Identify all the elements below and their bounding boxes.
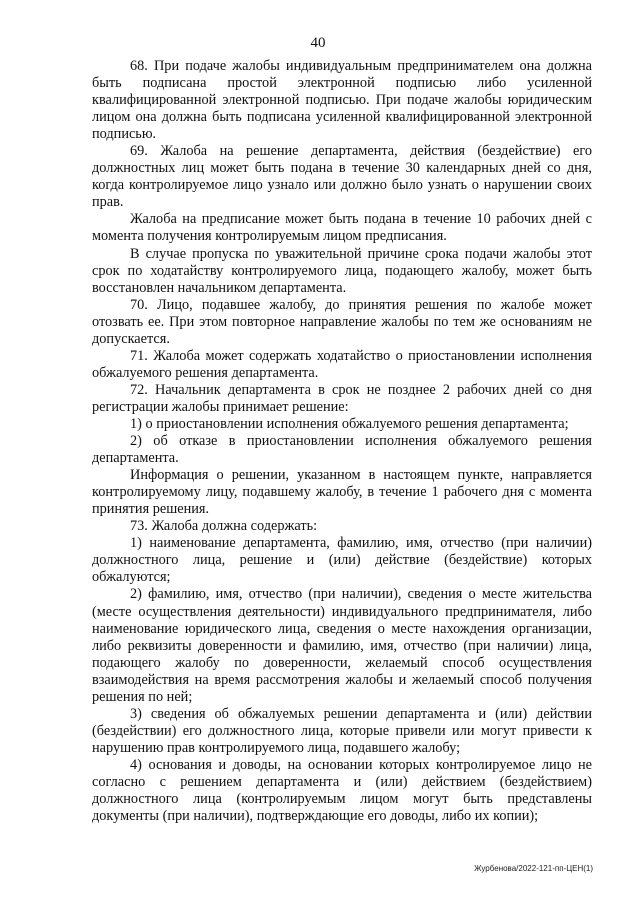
footer-document-code: Журбенова/2022-121-пп-ЦЕН(1)	[474, 864, 593, 873]
paragraph-70: 70. Лицо, подавшее жалобу, до принятия решения по жалобе может отозвать ее. При этом повторное направление жалобы по тем же основаниям не допускается.	[92, 296, 592, 347]
paragraph-73-item-4: 4) основания и доводы, на основании которых контролируемое лицо не согласно с решением департамента и (или) действием (бездействием) должностного лица (контролируемым лицом могут быть представлены документы (при наличии), подтверждающие его доводы, либо их копии);	[92, 756, 592, 825]
paragraph-72-info: Информация о решении, указанном в настоящем пункте, направляется контролируемому лицу, подавшему жалобу, в течение 1 рабочего дня с момента принятия решения.	[92, 467, 592, 518]
paragraph-71: 71. Жалоба может содержать ходатайство о приостановлении исполнения обжалуемого решения департамента.	[92, 347, 592, 381]
paragraph-68: 68. При подаче жалобы индивидуальным предпринимателем она должна быть подписана простой электронной подписью либо усиленной квалифицированной электронной подписью. При подаче жалобы юридическим лицом она должна быть подписана усиленной квалифицированной электронной подписью.	[92, 58, 592, 143]
paragraph-73-item-1: 1) наименование департамента, фамилию, имя, отчество (при наличии) должностного лица, решение и (или) действие (бездействие) которых обжалуются;	[92, 535, 592, 586]
paragraph-69-prescription: Жалоба на предписание может быть подана в течение 10 рабочих дней с момента получения контролируемым лицом предписания.	[92, 211, 592, 245]
paragraph-72: 72. Начальник департамента в срок не позднее 2 рабочих дней со дня регистрации жалобы принимает решение:	[92, 381, 592, 415]
paragraph-73: 73. Жалоба должна содержать:	[130, 518, 318, 535]
document-body	[92, 58, 592, 825]
paragraph-72-item-1: 1) о приостановлении исполнения обжалуемого решения департамента;	[130, 415, 569, 432]
paragraph-73-item-2: 2) фамилию, имя, отчество (при наличии), сведения о месте жительства (месте осуществления деятельности) индивидуального предпринимателя, либо наименование юридического лица, сведения о месте нахождения организации, либо реквизиты доверенности и фамилию, имя, отчество (при наличии) лица, подающего жалобу по доверенности, желаемый способ осуществления взаимодействия на время рассмотрения жалобы и желаемый способ получения решения по ней;	[92, 586, 592, 705]
paragraph-69: 69. Жалоба на решение департамента, действия (бездействие) его должностных лиц может быть подана в течение 30 календарных дней со дня, когда контролируемое лицо узнало или должно было узнать о нарушении своих прав.	[92, 143, 592, 211]
paragraph-72-item-2: 2) об отказе в приостановлении исполнения обжалуемого решения департамента.	[92, 433, 592, 467]
paragraph-69-missed-deadline: В случае пропуска по уважительной причине срока подачи жалобы этот срок по ходатайству контролируемого лица, подающего жалобу, может быть восстановлен начальником департамента.	[92, 245, 592, 296]
paragraph-73-item-3: 3) сведения об обжалуемых решении департамента и (или) действии (бездействии) его должностного лица, которые привели или могут привести к нарушению прав контролируемого лица, подавшего жалобу;	[92, 705, 592, 756]
page-number: 40	[310, 35, 326, 51]
